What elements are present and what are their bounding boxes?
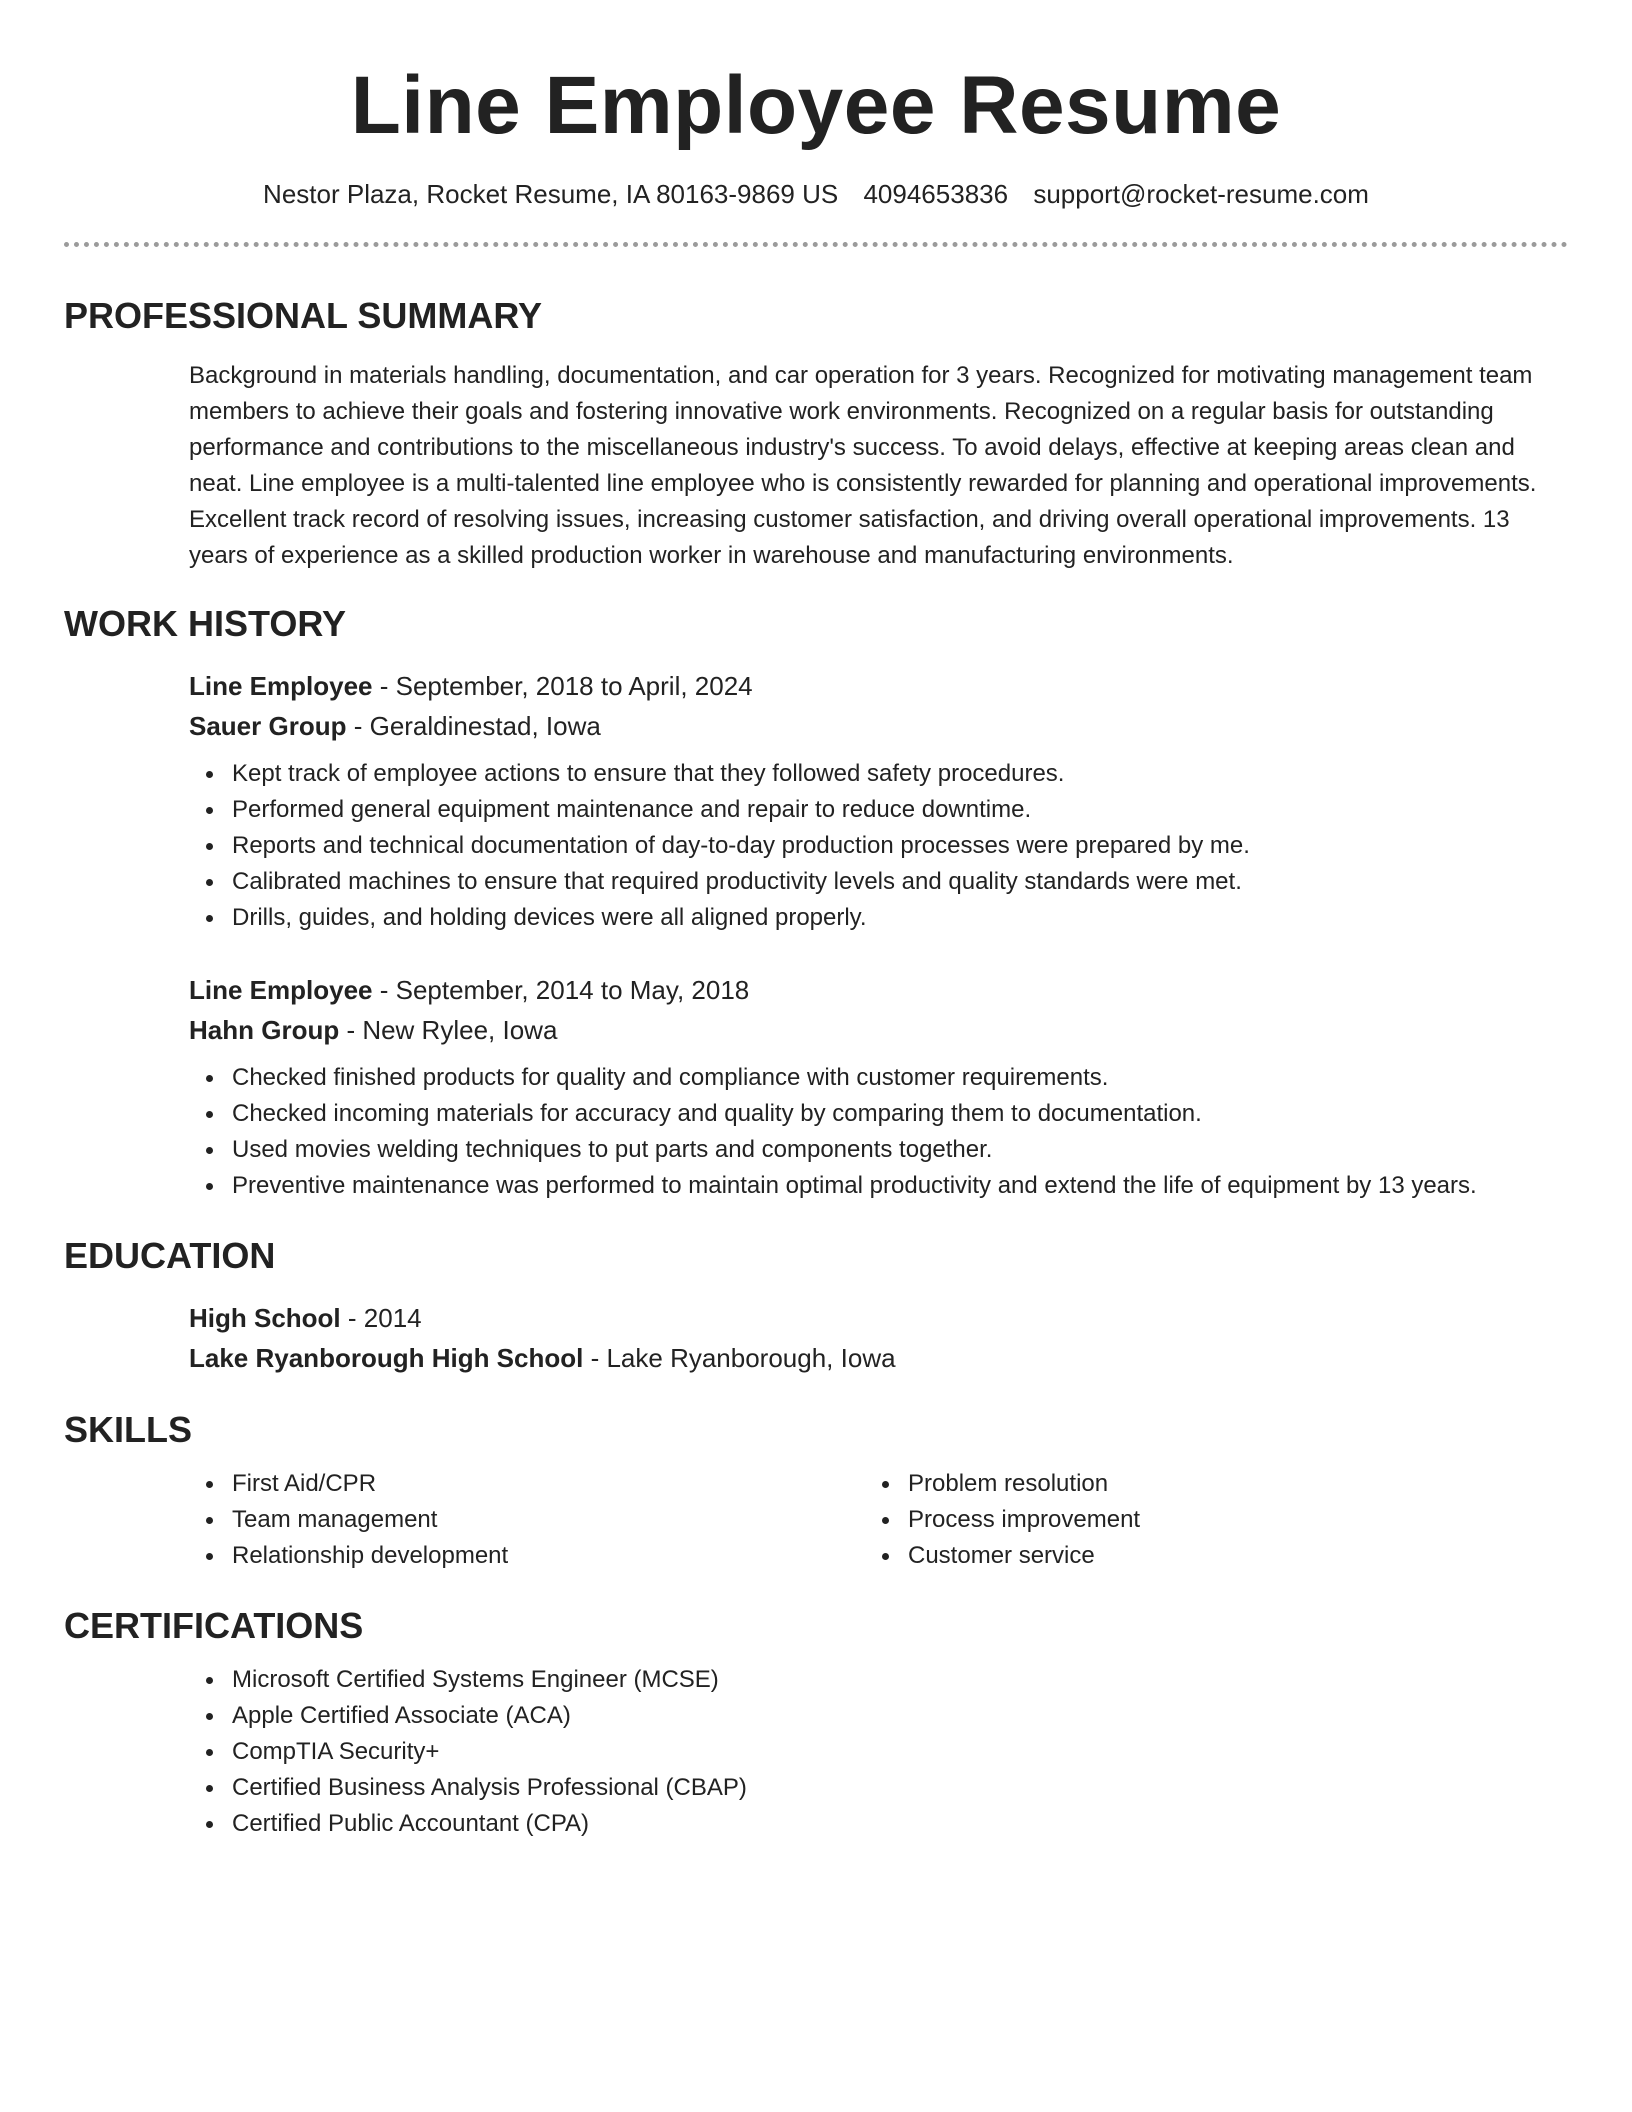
skills-column-right bbox=[865, 1466, 1541, 1574]
job-duty-item: Kept track of employee actions to ensure that they followed safety procedures. bbox=[232, 756, 1568, 792]
resume-title: Line Employee Resume bbox=[350, 60, 1282, 151]
job-duty-item: Checked finished products for quality and compliance with customer requirements. bbox=[232, 1060, 1568, 1096]
job-dates: - September, 2014 to May, 2018 bbox=[372, 975, 750, 1005]
summary-section bbox=[64, 294, 1568, 574]
job-duty-item: Drills, guides, and holding devices were all aligned properly. bbox=[232, 900, 1568, 936]
education-heading: EDUCATION bbox=[64, 1235, 276, 1276]
certification-item: CompTIA Security+ bbox=[232, 1734, 1568, 1770]
job-duty-item: Checked incoming materials for accuracy and quality by comparing them to documentation. bbox=[232, 1096, 1568, 1132]
job-dates: - September, 2018 to April, 2024 bbox=[372, 671, 753, 701]
job-title: Line Employee bbox=[189, 975, 373, 1005]
skills-column-left bbox=[189, 1466, 865, 1574]
job-duty-item: Performed general equipment maintenance and repair to reduce downtime. bbox=[232, 792, 1568, 828]
certifications-list bbox=[189, 1662, 1568, 1842]
skills-heading: SKILLS bbox=[64, 1409, 193, 1450]
summary-heading: PROFESSIONAL SUMMARY bbox=[64, 295, 543, 336]
contact-email: support@rocket-resume.com bbox=[1033, 179, 1369, 209]
education-section bbox=[64, 1234, 1568, 1378]
skill-item: Relationship development bbox=[232, 1538, 865, 1574]
skill-item: Team management bbox=[232, 1502, 865, 1538]
job-duty-item: Preventive maintenance was performed to maintain optimal productivity and extend the life of equipment by 13 years. bbox=[232, 1168, 1568, 1204]
skills-grid bbox=[189, 1466, 1568, 1574]
resume-page bbox=[64, 0, 1568, 1842]
education-degree: High School bbox=[189, 1303, 341, 1333]
contact-address: Nestor Plaza, Rocket Resume, IA 80163-9869 US bbox=[263, 179, 839, 209]
certification-item: Certified Business Analysis Professional (CBAP) bbox=[232, 1770, 1568, 1806]
job-duty-item: Calibrated machines to ensure that required productivity levels and quality standards were met. bbox=[232, 864, 1568, 900]
certification-item: Apple Certified Associate (ACA) bbox=[232, 1698, 1568, 1734]
job-duty-item: Reports and technical documentation of day-to-day production processes were prepared by me. bbox=[232, 828, 1568, 864]
certifications-heading: CERTIFICATIONS bbox=[64, 1605, 364, 1646]
contact-phone: 4094653836 bbox=[863, 179, 1009, 209]
job-entry bbox=[189, 970, 1568, 1204]
contact-line bbox=[64, 177, 1568, 211]
education-year: - 2014 bbox=[340, 1303, 422, 1333]
job-title: Line Employee bbox=[189, 671, 373, 701]
certification-item: Certified Public Accountant (CPA) bbox=[232, 1806, 1568, 1842]
education-degree-line bbox=[189, 1298, 1568, 1338]
skill-item: Process improvement bbox=[908, 1502, 1541, 1538]
skills-section bbox=[64, 1408, 1568, 1574]
job-duties-list bbox=[189, 756, 1568, 936]
job-duties-list bbox=[189, 1060, 1568, 1204]
header-divider bbox=[64, 242, 1568, 247]
job-company: Sauer Group bbox=[189, 711, 347, 741]
skill-item: Problem resolution bbox=[908, 1466, 1541, 1502]
job-location: - Geraldinestad, Iowa bbox=[346, 711, 601, 741]
skills-list bbox=[865, 1466, 1541, 1574]
education-location: - Lake Ryanborough, Iowa bbox=[583, 1343, 896, 1373]
summary-text: Background in materials handling, documentation, and car operation for 3 years. Recognized for motivating management team members to achieve their goals and fostering innovative work environments. Recognized on a regular basis for outstanding performance and contributions to the miscellaneous industry's success. To avoid delays, effective at keeping areas clean and neat. Line employee is a multi-talented line employee who is consistently rewarded for planning and operational improvements. Excellent track record of resolving issues, increasing customer satisfaction, and driving overall operational improvements. 13 years of experience as a skilled production worker in warehouse and manufacturing environments. bbox=[189, 362, 1537, 569]
job-company: Hahn Group bbox=[189, 1015, 340, 1045]
job-company-line bbox=[189, 1010, 1568, 1050]
job-duty-item: Used movies welding techniques to put parts and components together. bbox=[232, 1132, 1568, 1168]
education-school-line bbox=[189, 1338, 1568, 1378]
skills-list bbox=[189, 1466, 865, 1574]
certification-item: Microsoft Certified Systems Engineer (MCSE) bbox=[232, 1662, 1568, 1698]
work-history-section bbox=[64, 602, 1568, 1204]
job-company-line bbox=[189, 706, 1568, 746]
education-school: Lake Ryanborough High School bbox=[189, 1343, 584, 1373]
job-title-line bbox=[189, 970, 1568, 1010]
education-entry bbox=[189, 1298, 1568, 1378]
skill-item: Customer service bbox=[908, 1538, 1541, 1574]
job-location: - New Rylee, Iowa bbox=[339, 1015, 558, 1045]
job-title-line bbox=[189, 666, 1568, 706]
certifications-section bbox=[64, 1604, 1568, 1842]
work-history-heading: WORK HISTORY bbox=[64, 603, 347, 644]
skill-item: First Aid/CPR bbox=[232, 1466, 865, 1502]
job-entry bbox=[189, 666, 1568, 936]
